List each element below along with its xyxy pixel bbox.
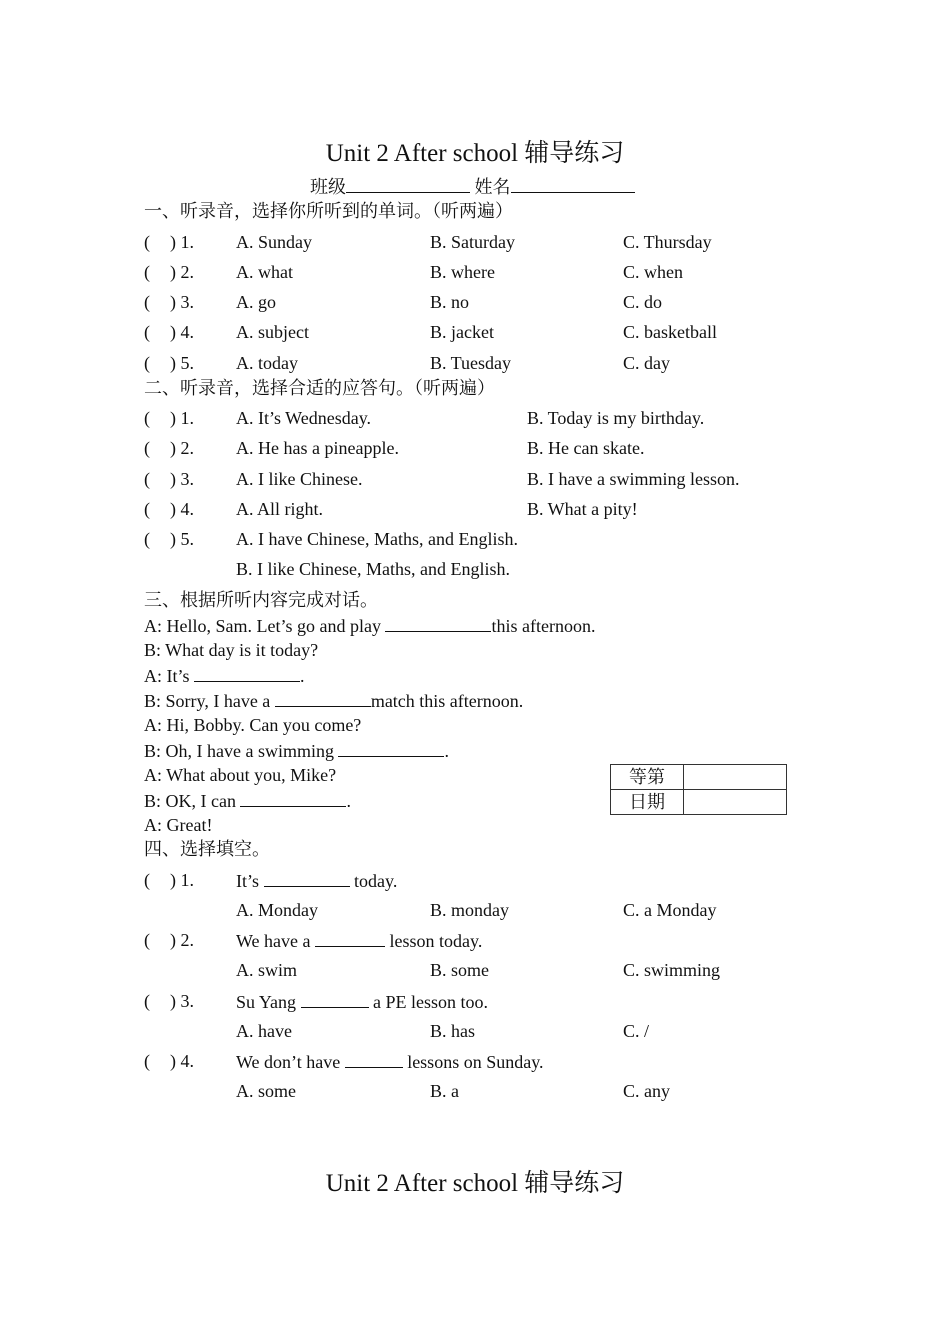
option-a: A. Monday [236, 900, 318, 920]
option-a: A. go [236, 292, 276, 312]
fill-blank[interactable] [338, 738, 444, 757]
option-b: B. jacket [430, 322, 494, 342]
fill-blank[interactable] [240, 788, 346, 807]
worksheet-title: Unit 2 After school 辅导练习 [325, 140, 625, 167]
class-label: 班级 [310, 177, 346, 197]
option-a: A. some [236, 1081, 296, 1101]
fill-blank[interactable] [345, 1049, 403, 1068]
question-stem: We have a lesson today. [236, 928, 482, 953]
answer-paren[interactable]: ( [144, 322, 150, 342]
option-a: A. I like Chinese. [236, 469, 363, 489]
option-b: B. where [430, 262, 495, 282]
date-value[interactable] [684, 790, 787, 815]
name-label: 姓名 [474, 177, 511, 197]
option-c: C. swimming [623, 960, 721, 980]
dialogue-line: A: It’s . [144, 663, 305, 688]
dialogue-line: A: Hi, Bobby. Can you come? [144, 715, 362, 735]
option-a: A. He has a pineapple. [236, 438, 399, 458]
question-stem: It’s today. [236, 868, 397, 893]
option-b: B. I have a swimming lesson. [527, 469, 740, 489]
option-b: B. Saturday [430, 232, 515, 252]
option-c: C. / [623, 1021, 650, 1041]
class-blank[interactable] [346, 174, 470, 193]
fill-blank[interactable] [194, 663, 300, 682]
option-c: C. a Monday [623, 900, 717, 920]
student-info-line [310, 174, 635, 199]
question-number: ) 1. [170, 232, 194, 252]
option-a: A. Sunday [236, 232, 312, 252]
option-a: A. All right. [236, 499, 324, 519]
option-c: C. any [623, 1081, 670, 1101]
option-b: B. I like Chinese, Maths, and English. [236, 559, 510, 579]
option-b: B. monday [430, 900, 509, 920]
answer-paren[interactable]: ( [144, 262, 150, 282]
answer-paren[interactable]: ( [144, 232, 150, 252]
answer-paren[interactable]: ( [144, 870, 150, 890]
answer-paren[interactable]: ( [144, 438, 150, 458]
fill-blank[interactable] [264, 868, 350, 887]
dialogue-line: B: Sorry, I have a match this afternoon. [144, 688, 523, 713]
option-c: C. basketball [623, 322, 717, 342]
question-number: ) 4. [170, 499, 194, 519]
fill-blank[interactable] [385, 613, 491, 632]
option-b: B. a [430, 1081, 459, 1101]
question-number: ) 3. [170, 469, 194, 489]
option-a: A. I have Chinese, Maths, and English. [236, 529, 518, 549]
question-number: ) 5. [170, 353, 194, 373]
option-a: A. subject [236, 322, 309, 342]
section4-heading: 四、选择填空。 [144, 839, 270, 859]
answer-paren[interactable]: ( [144, 292, 150, 312]
option-a: A. what [236, 262, 293, 282]
answer-paren[interactable]: ( [144, 991, 150, 1011]
answer-paren[interactable]: ( [144, 408, 150, 428]
question-number: ) 4. [170, 322, 194, 342]
fill-blank[interactable] [301, 989, 369, 1008]
date-label: 日期 [611, 790, 684, 815]
fill-blank[interactable] [275, 688, 371, 707]
grade-label: 等第 [611, 765, 684, 790]
question-number: ) 2. [170, 262, 194, 282]
question-number: ) 2. [170, 438, 194, 458]
question-number: ) 3. [170, 991, 194, 1011]
option-a: A. today [236, 353, 298, 373]
worksheet-title-repeat: Unit 2 After school 辅导练习 [325, 1170, 625, 1197]
answer-paren[interactable]: ( [144, 1051, 150, 1071]
answer-paren[interactable]: ( [144, 529, 150, 549]
option-a: A. have [236, 1021, 292, 1041]
option-b: B. What a pity! [527, 499, 638, 519]
option-b: B. has [430, 1021, 475, 1041]
dialogue-line: A: Hello, Sam. Let’s go and play this afternoon. [144, 613, 595, 638]
question-stem: Su Yang a PE lesson too. [236, 989, 488, 1014]
fill-blank[interactable] [315, 928, 385, 947]
option-b: B. Tuesday [430, 353, 512, 373]
question-number: ) 2. [170, 930, 194, 950]
option-b: B. no [430, 292, 470, 312]
option-c: C. Thursday [623, 232, 712, 252]
section3-heading: 三、根据所听内容完成对话。 [144, 590, 378, 610]
question-number: ) 5. [170, 529, 194, 549]
section1-heading: 一、听录音，选择你所听到的单词。（听两遍） [144, 201, 513, 221]
section2-heading: 二、听录音，选择合适的应答句。（听两遍） [144, 378, 495, 398]
option-c: C. when [623, 262, 683, 282]
answer-paren[interactable]: ( [144, 353, 150, 373]
answer-paren[interactable]: ( [144, 930, 150, 950]
name-blank[interactable] [511, 174, 635, 193]
option-b: B. He can skate. [527, 438, 645, 458]
answer-paren[interactable]: ( [144, 469, 150, 489]
question-number: ) 1. [170, 870, 194, 890]
answer-paren[interactable]: ( [144, 499, 150, 519]
option-c: C. do [623, 292, 663, 312]
question-stem: We don’t have lessons on Sunday. [236, 1049, 544, 1074]
question-number: ) 4. [170, 1051, 194, 1071]
grade-box [610, 764, 787, 815]
option-a: A. swim [236, 960, 298, 980]
dialogue-line: B: OK, I can . [144, 788, 351, 813]
option-c: C. day [623, 353, 670, 373]
question-number: ) 3. [170, 292, 194, 312]
dialogue-line: A: Great! [144, 815, 213, 835]
option-a: A. It’s Wednesday. [236, 408, 372, 428]
question-number: ) 1. [170, 408, 194, 428]
dialogue-line: A: What about you, Mike? [144, 765, 337, 785]
dialogue-line: B: What day is it today? [144, 640, 319, 660]
option-b: B. some [430, 960, 490, 980]
option-b: B. Today is my birthday. [527, 408, 705, 428]
grade-value[interactable] [684, 765, 787, 790]
dialogue-line: B: Oh, I have a swimming . [144, 738, 449, 763]
